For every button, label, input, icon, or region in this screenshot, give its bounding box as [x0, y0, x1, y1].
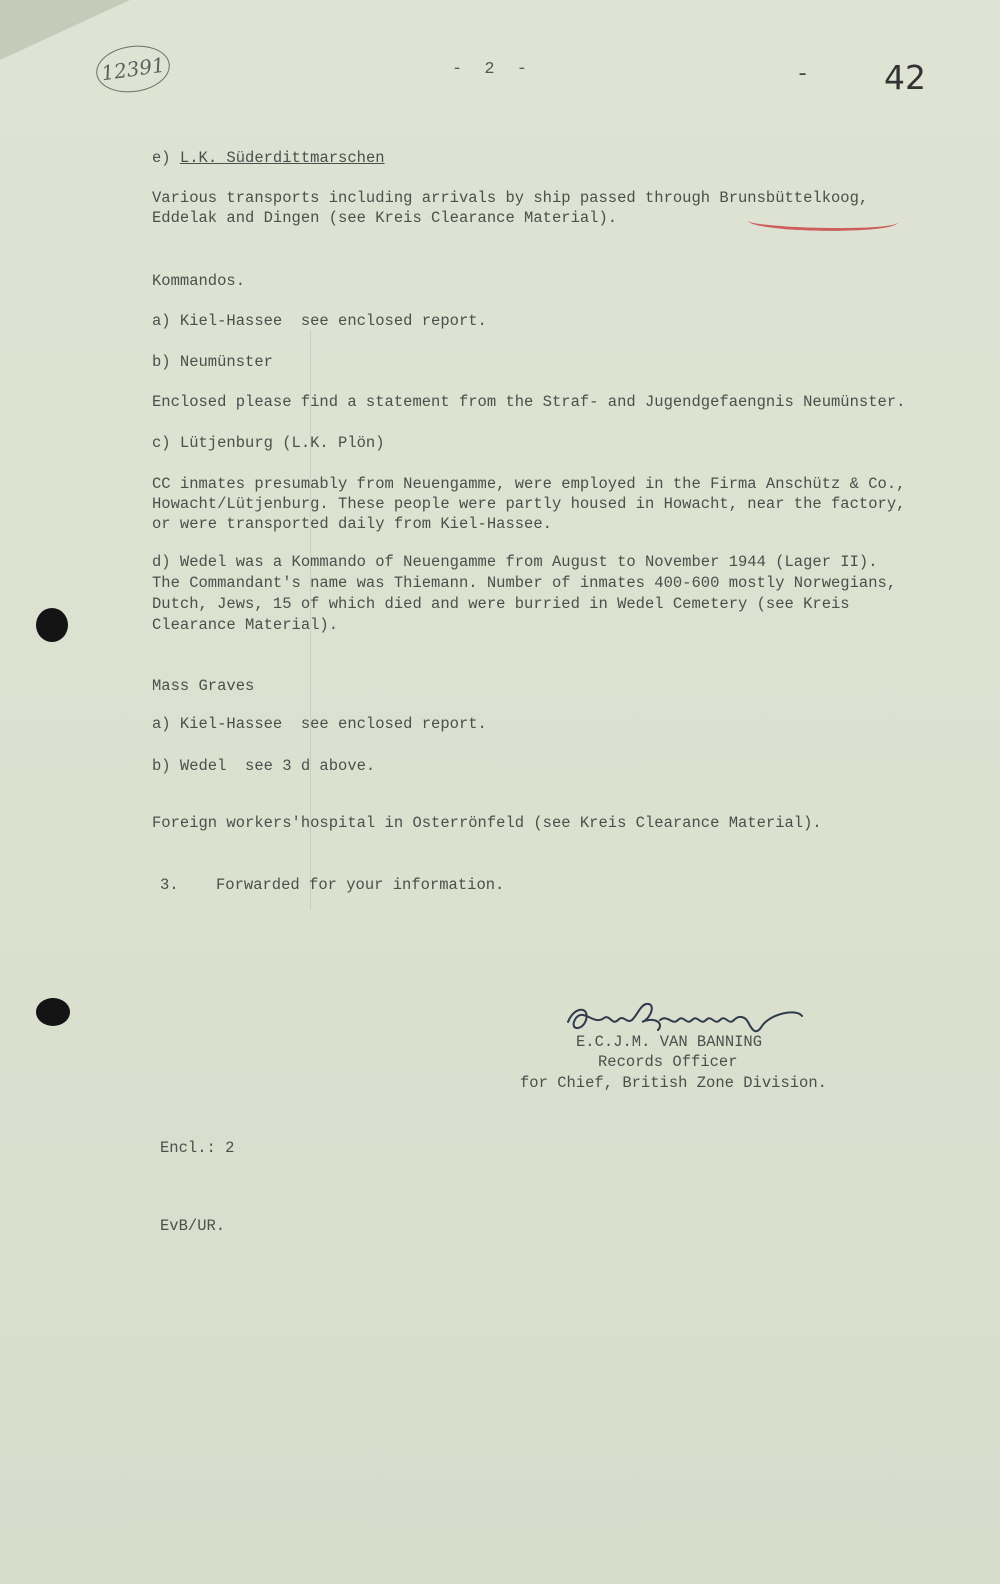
archive-stamp: 12391 — [93, 41, 173, 97]
kommandos-item-c-line-2: Howacht/Lütjenburg. These people were partly housed in Howacht, near the factory, — [152, 495, 906, 513]
kommandos-item-c-line-1: CC inmates presumably from Neuengamme, were employed in the Firma Anschütz & Co., — [152, 475, 906, 493]
section-e-label: e) — [152, 149, 171, 167]
punch-hole-upper — [36, 608, 68, 642]
signatory-title: Records Officer — [598, 1053, 738, 1071]
section-e-title: L.K. Süderdittmarschen — [179, 149, 385, 167]
signatory-name: E.C.J.M. VAN BANNING — [576, 1033, 763, 1051]
punch-hole-lower — [36, 998, 70, 1026]
kommandos-item-b-text: Enclosed please find a statement from the Straf- and Jugendgefaengnis Neumünster. — [152, 393, 906, 411]
kommandos-item-d-line-4: Clearance Material). — [152, 616, 339, 634]
mass-graves-item-b: b) Wedel see 3 d above. — [152, 757, 376, 775]
reference-initials: EvB/UR. — [160, 1217, 226, 1235]
kommandos-heading: Kommandos. — [152, 272, 246, 290]
page-number: - 2 - — [452, 60, 534, 79]
foreign-workers-hospital: Foreign workers'hospital in Osterrönfeld (see Kreis Clearance Material). — [152, 814, 822, 832]
section-e-heading — [152, 148, 385, 169]
item-3-number: 3. — [160, 876, 179, 894]
section-e-line-1: Various transports including arrivals by ship passed through Brunsbüttelkoog, — [152, 189, 869, 207]
mass-graves-item-a: a) Kiel-Hassee see enclosed report. — [152, 715, 487, 733]
signatory-for: for Chief, British Zone Division. — [520, 1074, 827, 1092]
kommandos-item-c-line-3: or were transported daily from Kiel-Hassee. — [152, 515, 552, 533]
folio-number: 42 — [884, 58, 926, 97]
kommandos-item-d-line-1: d) Wedel was a Kommando of Neuengamme from August to November 1944 (Lager II). — [152, 553, 878, 571]
kommandos-item-b: b) Neumünster — [152, 353, 273, 371]
kommandos-item-d-line-2: The Commandant's name was Thiemann. Number of inmates 400-600 mostly Norwegians, — [152, 574, 897, 592]
enclosures: Encl.: 2 — [160, 1139, 235, 1157]
mass-graves-heading: Mass Graves — [152, 677, 255, 695]
section-e-line-2: Eddelak and Dingen (see Kreis Clearance Material). — [152, 209, 618, 227]
kommandos-item-c: c) Lütjenburg (L.K. Plön) — [152, 434, 385, 452]
red-pencil-mark — [748, 209, 899, 233]
folio-mark: - — [796, 62, 810, 87]
item-3-text: Forwarded for your information. — [216, 876, 505, 894]
kommandos-item-a: a) Kiel-Hassee see enclosed report. — [152, 312, 487, 330]
kommandos-item-d-line-3: Dutch, Jews, 15 of which died and were burried in Wedel Cemetery (see Kreis — [152, 595, 850, 613]
